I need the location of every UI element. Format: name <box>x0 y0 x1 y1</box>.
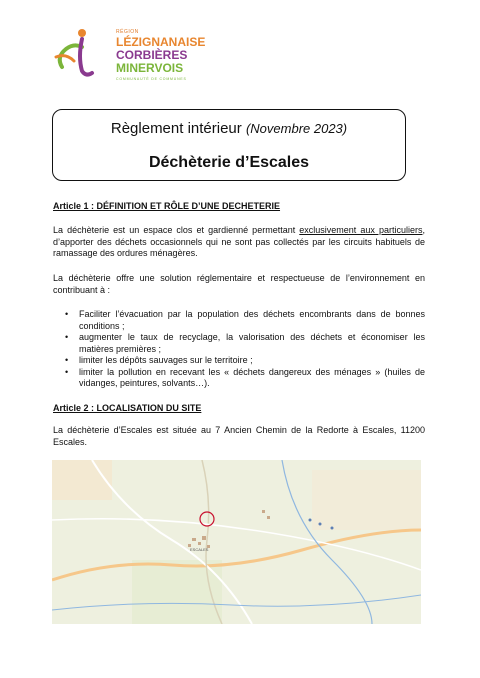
brand-logo <box>52 27 212 89</box>
article-1-paragraph-1 <box>53 225 425 260</box>
article-1-p1-after: , d’apporter des déchets occasionnels qui ne sont pas collectés par les circuits habituels de ramassage des ordures ménagères. <box>53 225 425 258</box>
title-box <box>52 109 406 181</box>
logo-line-3: MINERVOIS <box>116 61 184 75</box>
location-map <box>52 460 421 624</box>
article-1-bullet-list <box>53 309 425 390</box>
article-1-heading: Article 1 : DÉFINITION ET RÔLE D’UNE DECHETERIE <box>53 201 281 211</box>
article-1-paragraph-2: La déchèterie offre une solution réglementaire et respectueuse de l’environnement en contribuant à : <box>53 273 425 295</box>
logo-tagline: COMMUNAUTÉ DE COMMUNES <box>116 77 187 81</box>
bullet-icon: • <box>65 309 69 319</box>
list-item: • Faciliter l’évacuation par la population des déchets encombrants dans de bonnes conditions ; <box>65 309 425 331</box>
document-title-main: Règlement intérieur <box>110 120 242 137</box>
article-1-p1-underlined: exclusivement aux particuliers <box>299 225 423 235</box>
map-town-label: ESCALES <box>190 547 209 552</box>
logo-line-1: LÉZIGNANAISE <box>116 35 206 49</box>
article-2-paragraph-1: La déchèterie d’Escales est située au 7 Ancien Chemin de la Redorte à Escales, 11200 Escales. <box>53 425 425 447</box>
article-1-p1-before: La déchèterie est un espace clos et gardienné permettant <box>53 225 300 235</box>
document-date: (Novembre 2023) <box>245 121 348 136</box>
list-item: • limiter les dépôts sauvages sur le territoire ; <box>65 355 253 365</box>
list-item: • augmenter le taux de recyclage, la valorisation des déchets et économiser les matières premières ; <box>65 332 425 354</box>
logo-mark-icon <box>52 27 96 79</box>
map-image <box>52 460 421 624</box>
list-item: • limiter la pollution en recevant les « déchets dangereux des ménages » (huiles de vidanges, peintures, solvants…). <box>65 366 425 388</box>
bullet-icon: • <box>65 355 69 365</box>
article-2-heading: Article 2 : LOCALISATION DU SITE <box>53 403 202 413</box>
logo-region: RÉGION <box>116 29 139 35</box>
site-title: Déchèterie d’Escales <box>148 154 310 171</box>
bullet-icon: • <box>65 332 69 342</box>
logo-line-2: CORBIÈRES <box>116 48 188 62</box>
document-title <box>53 120 405 137</box>
bullet-icon: • <box>65 366 69 377</box>
